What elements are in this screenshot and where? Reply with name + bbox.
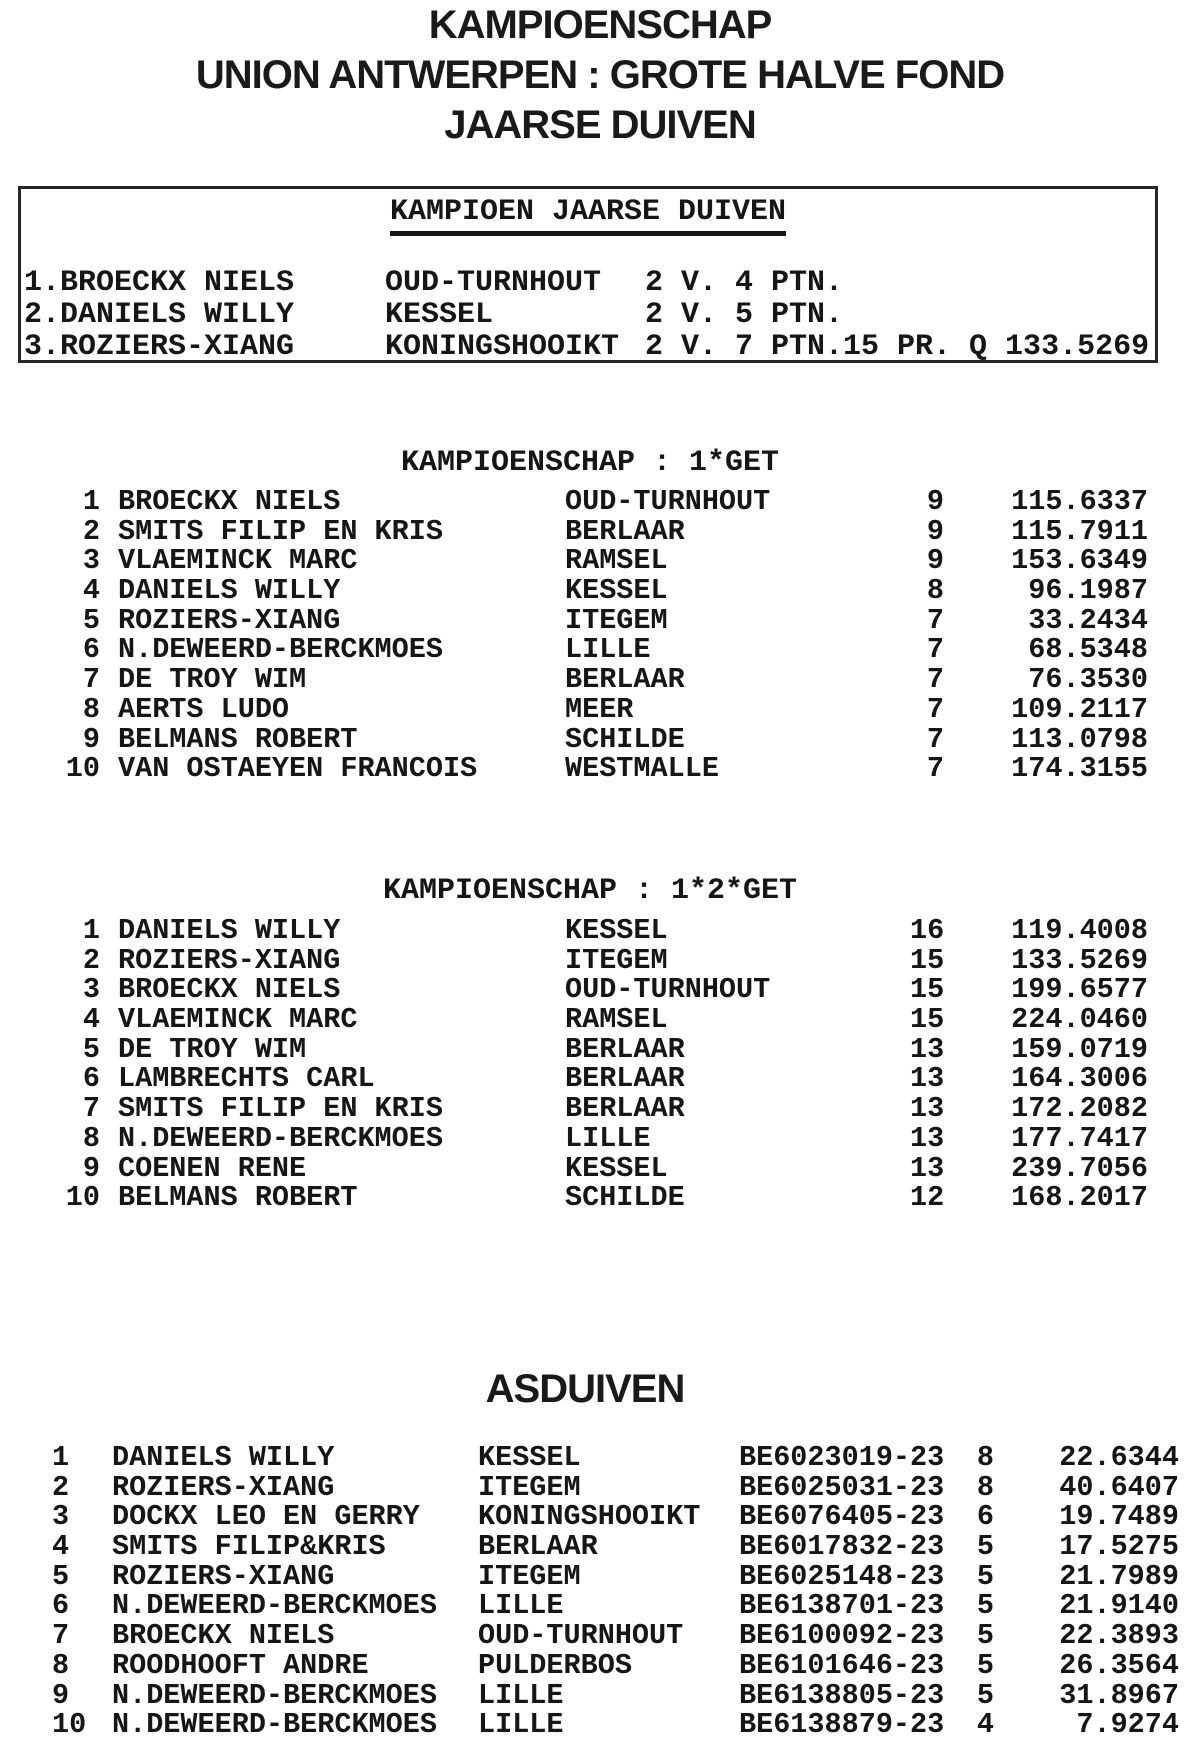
name-cell: DE TROY WIM [118, 663, 307, 697]
points-cell: 31.8967 [1059, 1678, 1179, 1712]
champion-result: 2 V. 5 PTN. [645, 298, 844, 332]
name-cell: N.DEWEERD-BERCKMOES [112, 1708, 437, 1742]
asduiven-row [30, 1710, 1179, 1740]
points-cell: 26.3564 [1059, 1648, 1179, 1682]
city-cell: LILLE [478, 1678, 564, 1712]
points-cell: 68.5348 [1028, 633, 1148, 667]
name-cell: SMITS FILIP EN KRIS [118, 514, 443, 548]
count-cell: 5 [976, 1530, 994, 1564]
ranking-table-1-2get [40, 916, 1148, 1213]
page-title [0, 0, 1200, 150]
ranking-row [40, 1151, 1148, 1185]
name-cell: BROECKX NIELS [118, 485, 341, 518]
rank-cell: 8 [82, 692, 100, 726]
rank-cell: 10 [65, 752, 100, 786]
count-cell: 8 [976, 1441, 994, 1474]
asduiven-row [30, 1470, 1179, 1504]
count-cell: 5 [976, 1619, 994, 1653]
asduiven-row [30, 1502, 1179, 1532]
points-cell: 115.7911 [1011, 514, 1148, 548]
name-cell: SMITS FILIP EN KRIS [118, 1092, 443, 1126]
points-cell: 33.2434 [1028, 603, 1148, 637]
points-cell: 109.2117 [1011, 692, 1148, 726]
count-cell: 5 [976, 1559, 994, 1593]
ranking-row [40, 1183, 1148, 1213]
points-cell: 22.3893 [1059, 1619, 1179, 1653]
rank-cell: 4 [52, 1530, 70, 1564]
name-cell: DE TROY WIM [118, 1032, 307, 1066]
points-cell: 177.7417 [1011, 1121, 1148, 1155]
ring-number-cell: BE6076405-23 [739, 1500, 945, 1534]
rank-cell: 6 [52, 1589, 70, 1623]
city-cell: BERLAAR [565, 514, 685, 548]
ranking-row [40, 635, 1148, 665]
count-cell: 13 [910, 1062, 945, 1096]
rank-cell: 5 [82, 1032, 100, 1066]
rank-cell: 6 [82, 1062, 100, 1096]
champion-rank: 2. [24, 298, 61, 332]
count-cell: 8 [976, 1470, 994, 1504]
ranking-row [40, 1032, 1148, 1066]
points-cell: 22.6344 [1059, 1441, 1179, 1474]
champion-rank: 3. [24, 330, 61, 364]
city-cell: SCHILDE [565, 722, 685, 756]
name-cell: N.DEWEERD-BERCKMOES [118, 633, 443, 667]
points-cell: 168.2017 [1011, 1181, 1148, 1215]
title-line-1: KAMPIOENSCHAP [428, 3, 772, 47]
rank-cell: 7 [82, 663, 100, 697]
points-cell: 21.7989 [1059, 1559, 1179, 1593]
name-cell: ROZIERS-XIANG [118, 943, 341, 977]
points-cell: 164.3006 [1011, 1062, 1148, 1096]
rank-cell: 4 [82, 574, 100, 608]
rank-cell: 1 [82, 914, 100, 947]
name-cell: DANIELS WILLY [118, 914, 341, 947]
points-cell: 172.2082 [1011, 1092, 1148, 1126]
count-cell: 7 [926, 752, 944, 786]
ring-number-cell: BE6101646-23 [739, 1648, 945, 1682]
rank-cell: 10 [52, 1708, 87, 1742]
city-cell: KESSEL [565, 574, 668, 608]
city-cell: SCHILDE [565, 1181, 685, 1215]
asduiven-row [30, 1443, 1179, 1473]
ranking-row [40, 546, 1148, 576]
ranking-table-1get [40, 487, 1148, 784]
ring-number-cell: BE6138805-23 [739, 1678, 945, 1712]
rank-cell: 3 [82, 973, 100, 1007]
title-line-3: JAARSE DUIVEN [444, 103, 756, 147]
rank-cell: 1 [82, 485, 100, 518]
champion-city: KONINGSHOOIKT [385, 330, 620, 364]
city-cell: PULDERBOS [478, 1648, 632, 1682]
ranking-row [40, 754, 1148, 784]
points-cell: 19.7489 [1059, 1500, 1179, 1534]
ring-number-cell: BE6017832-23 [739, 1530, 945, 1564]
city-cell: ITEGEM [478, 1559, 581, 1593]
name-cell: DOCKX LEO EN GERRY [112, 1500, 420, 1534]
champion-rank-name [24, 331, 385, 363]
champion-rank: 1. [24, 266, 61, 300]
champion-box-heading: KAMPIOEN JAARSE DUIVEN [390, 195, 786, 236]
ranking-row [40, 603, 1148, 637]
ranking-row [40, 1064, 1148, 1094]
name-cell: ROODHOOFT ANDRE [112, 1648, 369, 1682]
asduiven-row [30, 1532, 1179, 1562]
count-cell: 9 [926, 514, 944, 548]
name-cell: VLAEMINCK MARC [118, 544, 358, 578]
section-heading-1-2get: KAMPIOENSCHAP : 1*2*GET [382, 873, 798, 908]
asduiven-row [30, 1591, 1179, 1621]
rank-cell: 1 [52, 1441, 70, 1474]
name-cell: N.DEWEERD-BERCKMOES [118, 1121, 443, 1155]
ranking-row [40, 665, 1148, 695]
city-cell: BERLAAR [565, 1092, 685, 1126]
rank-cell: 9 [82, 1151, 100, 1185]
asduiven-row [30, 1678, 1179, 1712]
points-cell: 174.3155 [1011, 752, 1148, 786]
ranking-row [40, 692, 1148, 726]
city-cell: LILLE [565, 633, 651, 667]
points-cell: 133.5269 [1011, 943, 1148, 977]
name-cell: ROZIERS-XIANG [118, 603, 341, 637]
rank-cell: 2 [52, 1470, 70, 1504]
ranking-row [40, 1005, 1148, 1035]
count-cell: 15 [910, 943, 945, 977]
champion-list [21, 267, 1155, 363]
points-cell: 115.6337 [1011, 485, 1148, 518]
ring-number-cell: BE6138879-23 [739, 1708, 945, 1742]
rank-cell: 3 [82, 544, 100, 578]
ranking-row [40, 916, 1148, 946]
name-cell: BELMANS ROBERT [118, 1181, 358, 1215]
points-cell: 159.0719 [1011, 1032, 1148, 1066]
name-cell: N.DEWEERD-BERCKMOES [112, 1678, 437, 1712]
name-cell: BELMANS ROBERT [118, 722, 358, 756]
name-cell: BROECKX NIELS [112, 1619, 335, 1653]
city-cell: BERLAAR [565, 1062, 685, 1096]
rank-cell: 9 [82, 722, 100, 756]
city-cell: RAMSEL [565, 1003, 668, 1037]
ranking-row [40, 1121, 1148, 1155]
champion-row [24, 299, 1155, 331]
champion-result: 2 V. 4 PTN. [645, 266, 844, 300]
count-cell: 7 [926, 603, 944, 637]
city-cell: KESSEL [565, 914, 668, 947]
name-cell: AERTS LUDO [118, 692, 290, 726]
name-cell: COENEN RENE [118, 1151, 307, 1185]
rank-cell: 2 [82, 514, 100, 548]
points-cell: 21.9140 [1059, 1589, 1179, 1623]
points-cell: 224.0460 [1011, 1003, 1148, 1037]
count-cell: 13 [910, 1032, 945, 1066]
name-cell: ROZIERS-XIANG [112, 1559, 335, 1593]
city-cell: WESTMALLE [565, 752, 719, 786]
points-cell: 119.4008 [1011, 914, 1148, 947]
points-cell: 153.6349 [1011, 544, 1148, 578]
ranking-row [40, 514, 1148, 548]
count-cell: 15 [910, 1003, 945, 1037]
count-cell: 13 [910, 1151, 945, 1185]
points-cell: 199.6577 [1011, 973, 1148, 1007]
name-cell: DANIELS WILLY [118, 574, 341, 608]
points-cell: 76.3530 [1028, 663, 1148, 697]
rank-cell: 5 [52, 1559, 70, 1593]
name-cell: DANIELS WILLY [112, 1441, 335, 1474]
city-cell: ITEGEM [478, 1470, 581, 1504]
count-cell: 13 [910, 1121, 945, 1155]
champion-row [24, 267, 1155, 299]
champion-name: ROZIERS-XIANG [60, 330, 295, 364]
points-cell: 17.5275 [1059, 1530, 1179, 1564]
name-cell: BROECKX NIELS [118, 973, 341, 1007]
asduiven-title: ASDUIVEN [485, 1367, 685, 1412]
count-cell: 7 [926, 663, 944, 697]
name-cell: VLAEMINCK MARC [118, 1003, 358, 1037]
ring-number-cell: BE6138701-23 [739, 1589, 945, 1623]
rank-cell: 5 [82, 603, 100, 637]
ranking-row [40, 975, 1148, 1005]
rank-cell: 3 [52, 1500, 70, 1534]
city-cell: KONINGSHOOIKT [478, 1500, 701, 1534]
count-cell: 16 [910, 914, 945, 947]
city-cell: OUD-TURNHOUT [478, 1619, 684, 1653]
title-line-2: UNION ANTWERPEN : GROTE HALVE FOND [195, 53, 1005, 97]
ranking-row [40, 943, 1148, 977]
champion-name: DANIELS WILLY [60, 298, 295, 332]
rank-cell: 7 [52, 1619, 70, 1653]
champion-city: OUD-TURNHOUT [385, 266, 602, 300]
count-cell: 6 [976, 1500, 994, 1534]
name-cell: VAN OSTAEYEN FRANCOIS [118, 752, 478, 786]
count-cell: 5 [976, 1648, 994, 1682]
asduiven-row [30, 1648, 1179, 1682]
count-cell: 12 [910, 1181, 945, 1215]
count-cell: 7 [926, 722, 944, 756]
city-cell: OUD-TURNHOUT [565, 485, 771, 518]
ring-number-cell: BE6023019-23 [739, 1441, 945, 1474]
city-cell: RAMSEL [565, 544, 668, 578]
rank-cell: 7 [82, 1092, 100, 1126]
city-cell: LILLE [478, 1589, 564, 1623]
city-cell: ITEGEM [565, 603, 668, 637]
ranking-row [40, 1094, 1148, 1124]
city-cell: BERLAAR [478, 1530, 598, 1564]
city-cell: KESSEL [565, 1151, 668, 1185]
ranking-row [40, 722, 1148, 756]
city-cell: LILLE [478, 1708, 564, 1742]
asduiven-row [30, 1621, 1179, 1651]
count-cell: 13 [910, 1092, 945, 1126]
rank-cell: 9 [52, 1678, 70, 1712]
city-cell: BERLAAR [565, 1032, 685, 1066]
points-cell: 96.1987 [1028, 574, 1148, 608]
champion-box-heading-wrap [21, 195, 1155, 236]
asduiven-row [30, 1559, 1179, 1593]
name-cell: N.DEWEERD-BERCKMOES [112, 1589, 437, 1623]
rank-cell: 4 [82, 1003, 100, 1037]
ring-number-cell: BE6100092-23 [739, 1619, 945, 1653]
ring-number-cell: BE6025031-23 [739, 1470, 945, 1504]
city-cell: OUD-TURNHOUT [565, 973, 771, 1007]
name-cell: ROZIERS-XIANG [112, 1470, 335, 1504]
count-cell: 7 [926, 692, 944, 726]
rank-cell: 8 [52, 1648, 70, 1682]
city-cell: MEER [565, 692, 634, 726]
name-cell: SMITS FILIP&KRIS [112, 1530, 386, 1564]
city-cell: LILLE [565, 1121, 651, 1155]
city-cell: KESSEL [478, 1441, 581, 1474]
champion-row [24, 331, 1155, 363]
count-cell: 5 [976, 1678, 994, 1712]
count-cell: 5 [976, 1589, 994, 1623]
rank-cell: 8 [82, 1121, 100, 1155]
ranking-row [40, 576, 1148, 606]
city-cell: ITEGEM [565, 943, 668, 977]
name-cell: LAMBRECHTS CARL [118, 1062, 375, 1096]
rank-cell: 2 [82, 943, 100, 977]
points-cell: 239.7056 [1011, 1151, 1148, 1185]
champion-name: BROECKX NIELS [60, 266, 295, 300]
champion-rank-name [24, 299, 385, 331]
rank-cell: 10 [65, 1181, 100, 1215]
rank-cell: 6 [82, 633, 100, 667]
count-cell: 15 [910, 973, 945, 1007]
points-cell: 40.6407 [1059, 1470, 1179, 1504]
section-heading-1get: KAMPIOENSCHAP : 1*GET [400, 445, 780, 480]
count-cell: 7 [926, 633, 944, 667]
count-cell: 9 [926, 544, 944, 578]
count-cell: 9 [926, 485, 944, 518]
ring-number-cell: BE6025148-23 [739, 1559, 945, 1593]
champion-box [18, 186, 1158, 363]
city-cell: BERLAAR [565, 663, 685, 697]
champion-result: 2 V. 7 PTN.15 PR. Q 133.5269 [645, 330, 1150, 364]
points-cell: 113.0798 [1011, 722, 1148, 756]
ranking-row [40, 487, 1148, 517]
points-cell: 7.9274 [1076, 1708, 1179, 1742]
count-cell: 8 [926, 574, 944, 608]
champion-rank-name [24, 267, 385, 299]
champion-city: KESSEL [385, 298, 494, 332]
asduiven-table [30, 1443, 1179, 1740]
count-cell: 4 [976, 1708, 994, 1742]
